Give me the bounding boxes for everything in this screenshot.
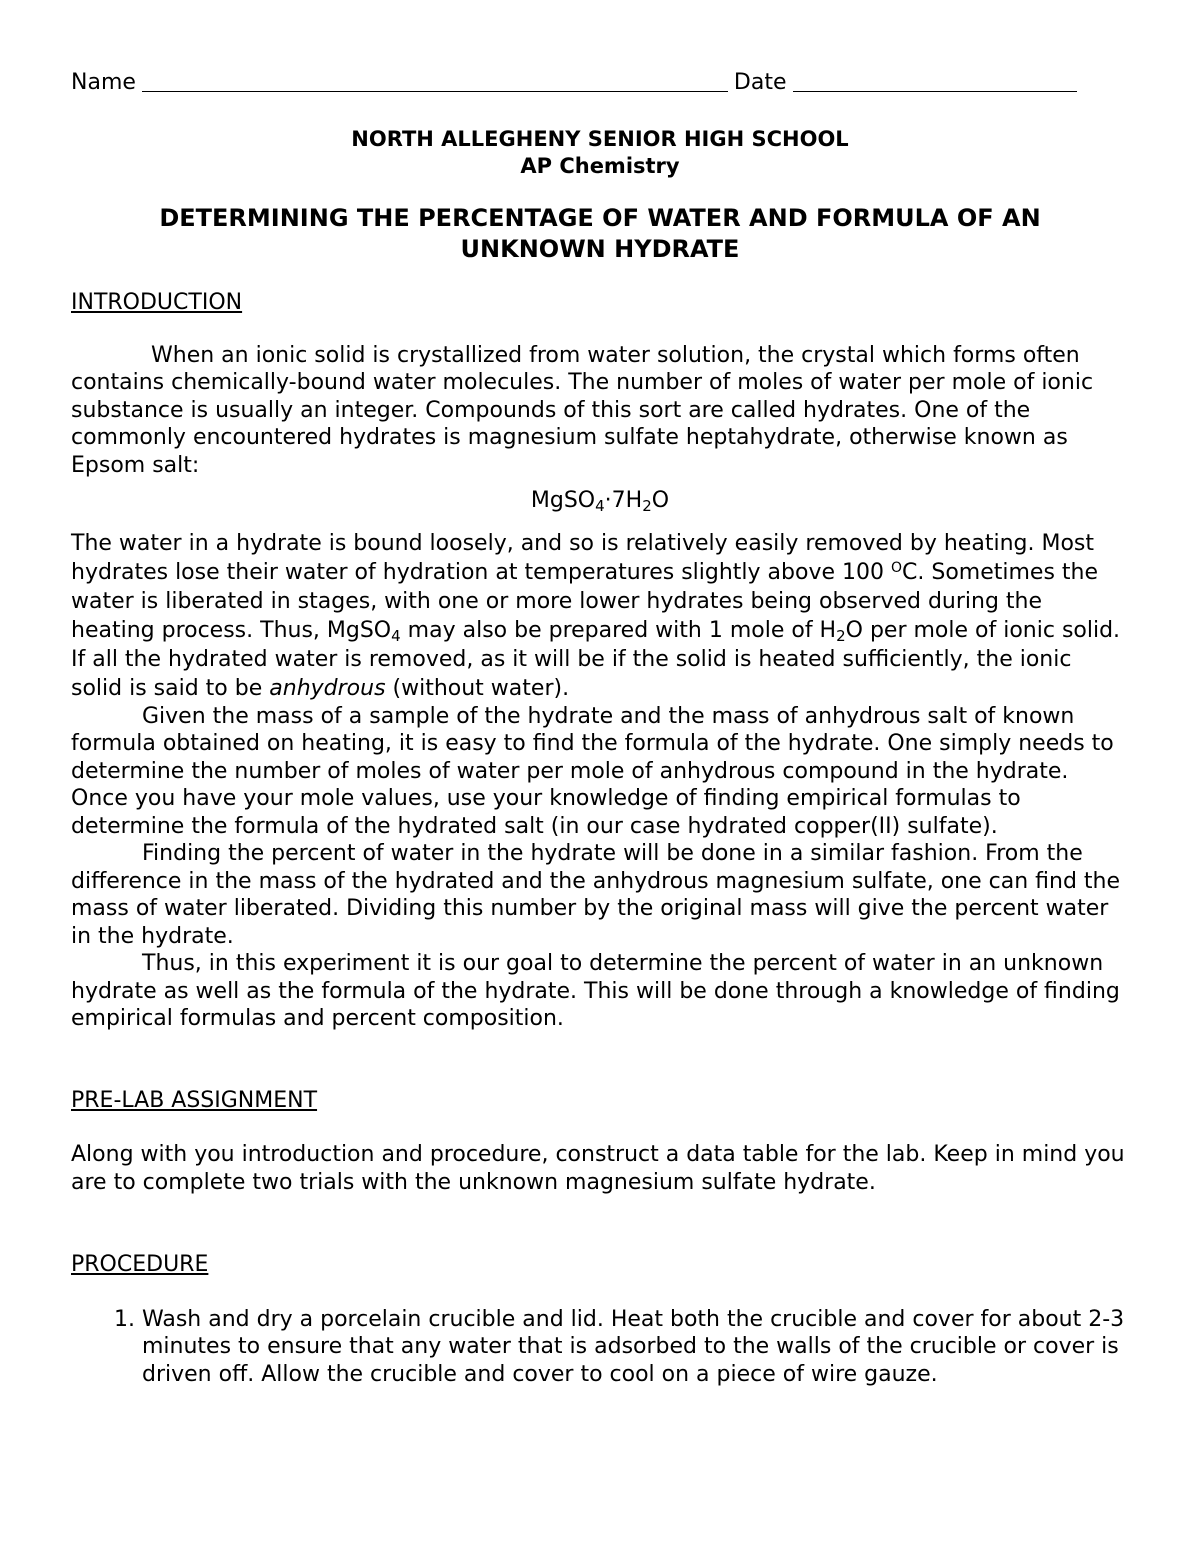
- name-label: Name: [71, 69, 136, 95]
- subscript: 4: [391, 626, 401, 645]
- formula-part: MgSO: [530, 488, 596, 513]
- procedure-steps: [71, 1306, 1129, 1389]
- name-date-line: [71, 66, 1129, 96]
- document-page: [71, 66, 1129, 1388]
- procedure-step: 1. Wash and dry a porcelain crucible and lid. Heat both the crucible and cover for about 2-3 minutes to ensure that any water that is adsorbed to the walls of the crucible or cover is driven off. Allow the crucible and cover to cool on a piece of wire gauze.: [142, 1306, 1129, 1389]
- formula-part: O: [651, 488, 670, 513]
- school-header: [71, 126, 1129, 180]
- date-label: Date: [733, 69, 787, 95]
- text-run: C. Sometimes the water is liberated in stages, with one or more lower hydrates being observed during the heating process. Thus, MgSO: [71, 559, 1099, 643]
- name-blank[interactable]: [142, 69, 728, 92]
- title-line-1: DETERMINING THE PERCENTAGE OF WATER AND FORMULA OF AN: [159, 204, 1041, 232]
- document-title: [71, 203, 1129, 265]
- title-line-2: UNKNOWN HYDRATE: [460, 235, 740, 263]
- procedure-heading: PROCEDURE: [71, 1252, 209, 1277]
- intro-paragraph-4: Finding the percent of water in the hydrate will be done in a similar fashion. From the difference in the mass of the hydrated and the anhydrous magnesium sulfate, one can find the mass of water liberated. Dividing this number by the original mass will give the percent water in the hydrate.: [71, 841, 1121, 949]
- text-run: The water in a hydrate is bound loosely, and so is relatively easily removed by heating. Most hydrates lose their water of hydration at temperatures slightly above 100: [71, 530, 1094, 585]
- epsom-salt-formula: [71, 487, 1129, 515]
- intro-paragraph-3: Given the mass of a sample of the hydrate and the mass of anhydrous salt of known formula obtained on heating, it is easy to find the formula of the hydrate. One simply needs to determine the number of moles of water per mole of anhydrous compound in the hydrate. Once you have your mole values, use your knowledge of finding empirical formulas to determine the formula of the hydrated salt (in our case hydrated copper(II) sulfate).: [71, 703, 1114, 839]
- text-run: (without water).: [385, 675, 570, 701]
- intro-paragraph-1: When an ionic solid is crystallized from water solution, the crystal which forms often contains chemically-bound water molecules. The number of moles of water per mole of ionic substance is usually an integer. Compounds of this sort are called hydrates. One of the commonly encountered hydrates is magnesium sulfate heptahydrate, otherwise known as Epsom salt:: [71, 342, 1094, 478]
- prelab-heading: PRE-LAB ASSIGNMENT: [71, 1087, 318, 1113]
- emphasis-anhydrous: anhydrous: [269, 675, 386, 701]
- school-name: NORTH ALLEGHENY SENIOR HIGH SCHOOL: [351, 127, 849, 151]
- introduction-heading: INTRODUCTION: [71, 290, 243, 315]
- formula-subscript: 2: [642, 497, 652, 515]
- degree-superscript: O: [890, 559, 903, 576]
- subscript: 2: [836, 626, 846, 645]
- text-run: O per mole of ionic solid. If all the hydrated water is removed, as it will be if the solid is heated sufficiently, the ionic solid is said to be: [71, 617, 1121, 701]
- date-blank[interactable]: [793, 69, 1077, 92]
- formula-subscript: 4: [595, 497, 605, 515]
- prelab-text: Along with you introduction and procedure, construct a data table for the lab. Keep in mind you are to complete two trials with the unknown magnesium sulfate hydrate.: [71, 1142, 1125, 1195]
- intro-paragraph-2: [71, 529, 1129, 703]
- intro-paragraph-5: Thus, in this experiment it is our goal to determine the percent of water in an unknown hydrate as well as the formula of the hydrate. This will be done through a knowledge of finding empirical formulas and percent composition.: [71, 951, 1120, 1031]
- course-name: AP Chemistry: [520, 154, 680, 178]
- text-run: may also be prepared with 1 mole of H: [400, 617, 837, 643]
- formula-part: ·7H: [604, 488, 643, 513]
